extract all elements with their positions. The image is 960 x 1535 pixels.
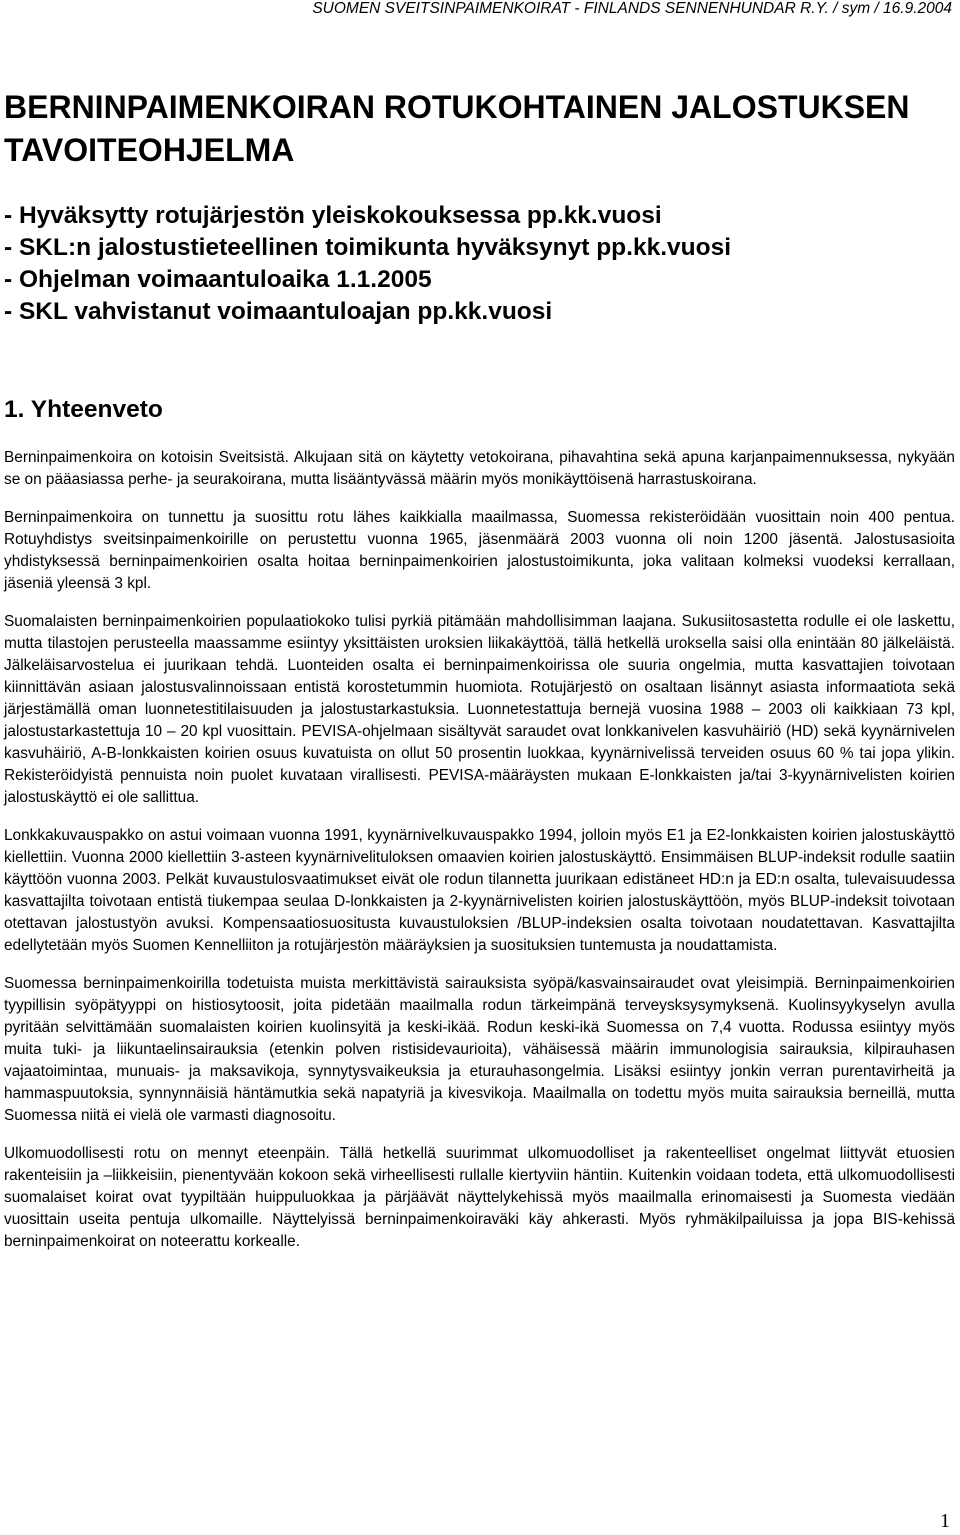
paragraph: Berninpaimenkoira on tunnettu ja suosittu rotu lähes kaikkialla maailmassa, Suomessa rekisteröidään vuosittain noin 400 pentua. Rotuyhdistys sveitsinpaimenkoirille on perustettu vuonna 1965, jäsenmäärä 2003 vuonna oli noin 1200 jäsentä. Jalostusasioita yhdistyksessä berninpaimenkoirien osalta hoitaa berninpaimenkoirien jalostustoimikunta, joka valitaan kolmeksi vuodeksi kerrallaan, jäseniä yleensä 3 kpl. (4, 509, 955, 592)
paragraph: Berninpaimenkoira on kotoisin Sveitsistä. Alkujaan sitä on käytetty vetokoirana, pihavahtina sekä apuna karjanpaimennuksessa, nykyään se on pääasiassa perhe- ja seurakoirana, mutta lisääntyvässä määrin myös monikäyttöisenä harrastuskoirana. (4, 449, 955, 488)
approval-line: - SKL:n jalostustieteellinen toimikunta hyväksynyt pp.kk.vuosi (4, 234, 731, 261)
paragraph: Ulkomuodollisesti rotu on mennyt eteenpäin. Tällä hetkellä suurimmat ulkomuodolliset ja rakenteelliset ongelmat liittyvät etuosien rakenteisiin ja –liikkeisiin, pienentyvään kokoon sekä virheellisesti rullalle kiertyviin häntiin. Kuitenkin voidaan todeta, että ulkomuodollisesti suomalaiset koirat ovat tyypiltään huippuluokkaa ja pärjäävät näyttelykehissä myös maailmalla erinomaisesti ja Suomesta viedään vuosittain useita pentuja ulkomaille. Näyttelyissä berninpaimenkoiraväki käy ahkerasti. Myös ryhmäkilpailuissa ja jopa BIS-kehissä berninpaimenkoirat on noteerattu korkealle. (4, 1145, 955, 1250)
paragraph: Lonkkakuvauspakko on astui voimaan vuonna 1991, kyynärnivelkuvauspakko 1994, jolloin myös E1 ja E2-lonkkaisten koirien jalostuskäyttö kiellettiin. Vuonna 2000 kiellettiin 3-asteen kyynärnivelituloksen omaavien koirien jalostuskäyttö. Ensimmäisen BLUP-indeksit rodulle saatiin käyttöön vuonna 2003. Pelkät kuvaustulosvaatimukset eivät ole rodun tilannetta juurikaan edistäneet HD:n ja ED:n osalta, tulevaisuudessa kasvattajilta toivotaan entistä tiukempaa seulaa D-lonkkaisten ja 2-kyynärnivelisten koirien jalostuskäyttöön, myös BLUP-indeksit toivotaan otettavan jalostustyön avuksi. Kompensaatiosuositusta kuvaustuloksien /BLUP-indeksien osalta toivotaan noudatettavan. Kasvattajilta edellytetään myös Suomen Kennelliiton ja rotujärjestön määräyksien ja suosituksien tuntemusta ja noudattamista. (4, 827, 955, 954)
paragraph: Suomalaisten berninpaimenkoirien populaatiokoko tulisi pyrkiä pitämään mahdollisimman laajana. Sukusiitosastetta rodulle ei ole laskettu, mutta tilastojen perusteella maassamme esiintyy yksittäisten uroksien liikakäyttöä, tällä hetkellä uroksella saisi olla enintään 80 jälkeläistä. Jälkeläisarvostelua ei juurikaan tehdä. Luonteiden osalta ei berninpaimenkoirissa ole suuria ongelmia, mutta kasvattajien toivotaan kiinnittävän asiaan jalostusvalinnoissaan entistä korostetummin huomiota. Rotujärjestö on osaltaan lisännyt asiasta informaatiota sekä järjestämällä oman luonnetestitilaisuuden ja jalostustarkastuksia. Luonnetestattuja bernejä vuosina 1988 – 2003 oli kaikkiaan 73 kpl, jalostustarkastettuja 10 – 20 kpl vuosittain. PEVISA-ohjelmaan sisältyvät saraudet ovat lonkkanivelen kasvuhäiriö (HD) sekä kyynärnivelen kasvuhäiriö, A-B-lonkkaisten koirien osuus kuvatuista on ollut 50 prosentin luokkaa, kyynärnivelissä terveiden osuus 60 % tai jopa ylikin. Rekisteröidyistä pennuista noin puolet kuvataan virallisesti. PEVISA-määräysten mukaan E-lonkkaisten ja/tai 3-kyynärnivelisten koirien jalostuskäyttö ei ole sallittua. (4, 613, 955, 806)
approval-line: - Hyväksytty rotujärjestön yleiskokouksessa pp.kk.vuosi (4, 202, 662, 229)
page-header: SUOMEN SVEITSINPAIMENKOIRAT - FINLANDS SENNENHUNDAR R.Y. / sym / 16.9.2004 (312, 0, 952, 17)
approval-line: - Ohjelman voimaantuloaika 1.1.2005 (4, 266, 432, 293)
page-number: 1 (940, 1510, 950, 1532)
section-heading: 1. Yhteenveto (4, 396, 163, 423)
summary-body (4, 447, 955, 1269)
document-title: BERNINPAIMENKOIRAN ROTUKOHTAINEN JALOSTUKSEN TAVOITEOHJELMA (4, 89, 910, 168)
paragraph: Suomessa berninpaimenkoirilla todetuista muista merkittävistä sairauksista syöpä/kasvainsairaudet ovat yleisimpiä. Berninpaimenkoirien tyypillisin syöpätyyppi on histiosytoosit, joita pidetään maailmalla rodun tärkeimpänä terveysksysymyksenä. Kuolinsyykyselyn avulla pyritään selvittämään suomalaisten koirien kuolinsyitä ja keski-ikää. Rodun keski-ikä Suomessa on 7,4 vuotta. Rodussa esiintyy myös muita tuki- ja liikuntaelinsairauksia (etenkin polven ristisidevaurioita), vähäisessä määrin immunologisia sairauksia, kilpirauhasen vajaatoimintaa, munuais- ja maksavikoja, synnytysvaikeuksia ja eturauhasongelmia. Lisäksi esiintyy jonkin verran purentavirheitä ja hammaspuutoksia, synnynnäisiä häntämutkia sekä napatyriä ja kivesvikoja. Maailmalla on todettu myös muita sairauksia berneillä, mutta Suomessa niitä ei vielä ole varmasti diagnosoitu. (4, 975, 955, 1124)
approval-list (4, 200, 954, 328)
approval-line: - SKL vahvistanut voimaantuloajan pp.kk.vuosi (4, 298, 553, 325)
